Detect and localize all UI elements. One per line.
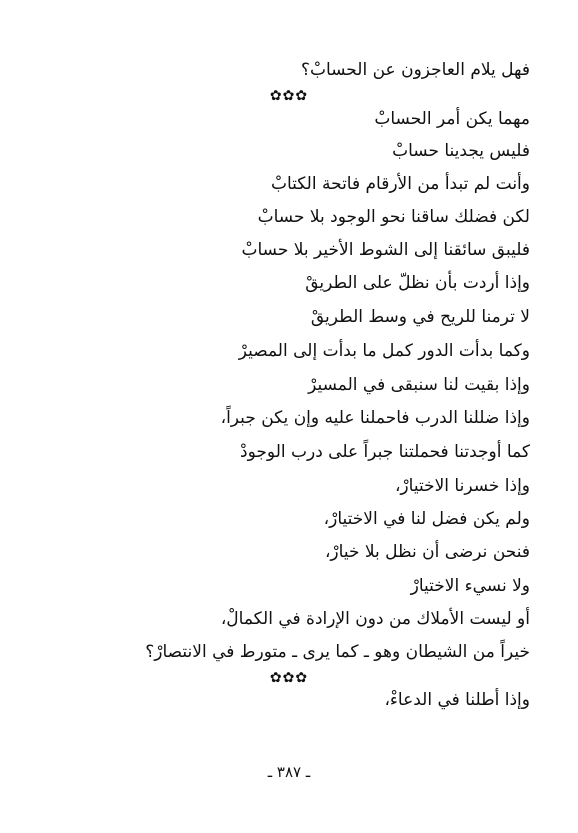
verse-line: ولا نسيء الاختيارْ [410, 576, 530, 596]
verse-line: ولم يكن فضل لنا في الاختيارْ، [323, 509, 530, 529]
verse-line: وأنت لم تبدأ من الأرقام فاتحة الكتابْ [270, 174, 530, 194]
verse-line: وكما بدأت الدور كمل ما بدأت إلى المصيرْ [238, 341, 530, 361]
verse-line: خيراً من الشيطان وهو ـ كما يرى ـ متورط في الانتصارْ؟ [145, 642, 530, 662]
verse-line: وإذا بقيت لنا سنبقى في المسيرْ [308, 375, 530, 395]
verse-line: لا ترمنا للريح في وسط الطريقْ [310, 307, 530, 327]
verse-line: فليس يجدينا حسابْ [392, 141, 530, 161]
verse-line: وإذا أردت بأن نظلّ على الطريقْ [305, 273, 530, 293]
verse-line: لكن فضلك ساقنا نحو الوجود بلا حسابْ [257, 207, 530, 227]
page-number: ـ ٣٨٧ ـ [267, 763, 311, 781]
verse-line: وإذا ضللنا الدرب فاحملنا عليه وإن يكن جبراً، [220, 408, 530, 428]
verse-line: أو ليست الأملاك من دون الإرادة في الكمالْ، [220, 609, 530, 629]
verse-line: وإذا أطلنا في الدعاءْ، [384, 690, 530, 710]
verse-line: فنحن نرضى أن نظل بلا خيارْ، [324, 542, 530, 562]
verse-line: فهل يلام العاجزون عن الحسابْ؟ [300, 60, 530, 80]
section-separator: ✿✿✿ [269, 88, 309, 104]
verse-line: كما أوجدتنا فحملتنا جبراً على درب الوجودْ [240, 442, 530, 462]
verse-line: مهما يكن أمر الحسابْ [374, 109, 530, 129]
section-separator: ✿✿✿ [269, 670, 309, 686]
verse-line: فليبق سائقنا إلى الشوط الأخير بلا حسابْ [241, 240, 530, 260]
verse-line: وإذا خسرنا الاختيارْ، [394, 476, 530, 496]
